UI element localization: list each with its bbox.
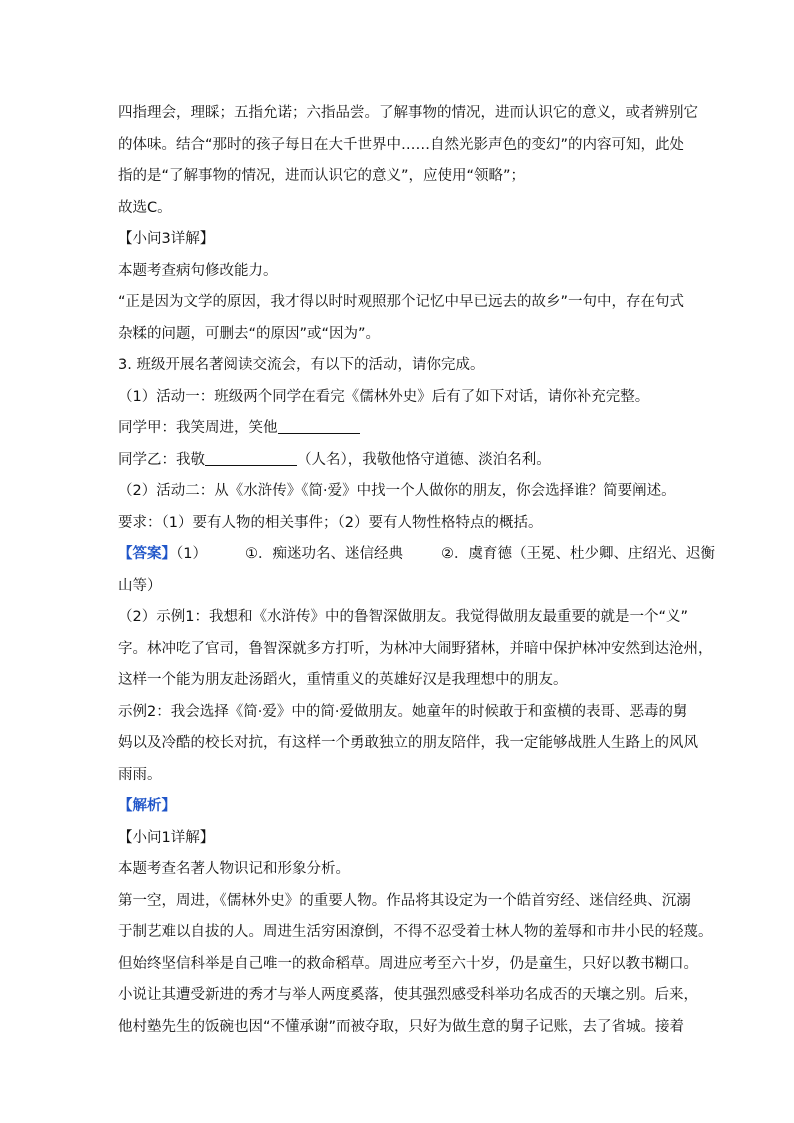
dialogue-line-a: [118, 413, 680, 445]
text-line: 要求：（1）要有人物的相关事件；（2）要有人物性格特点的概括。: [118, 514, 543, 531]
dialogue-text: （人名），我敬他恪守道德、淡泊名利。: [297, 451, 551, 468]
text-line: 这样一个能为朋友赴汤蹈火，重情重义的英雄好汉是我理想中的朋友。: [118, 672, 568, 688]
text-line: （2）示例1：我想和《水浒传》中的鲁智深做朋友。我觉得做朋友最重要的就是一个“义”: [118, 609, 688, 625]
dialogue-text: 同学甲：我笑周进，笑他: [118, 420, 278, 436]
answer-text: ①．痴迷功名、迷信经典: [244, 546, 403, 562]
text-line: （1）活动一：班级两个同学在看完《儒林外史》后有了如下对话，请你补充完整。: [118, 388, 650, 405]
text-line: 的体味。结合“那时的孩子每日在大千世界中……自然光影声色的变幻”的内容可知，此处: [118, 136, 685, 153]
analysis-tag: 【解析】: [118, 798, 176, 814]
question-title: 3. 班级开展名著阅读交流会，有以下的活动，请你完成。: [118, 357, 485, 373]
answer-tag: 【答案】: [118, 546, 176, 562]
text-line: 小说让其遭受新进的秀才与举人两度奚落，使其强烈感受科举功名成否的天壤之别。后来，: [118, 987, 698, 1003]
text-line: 第一空，周进，《儒林外史》的重要人物。作品将其设定为一个皓首穷经、迷信经典、沉溺: [118, 892, 691, 909]
text-line: 本题考查名著人物识记和形象分析。: [118, 861, 350, 877]
text-line: 他村塾先生的饭碗也因“不懂承谢”而被夺取，只好为做生意的舅子记账，去了省城。接着: [118, 1018, 685, 1035]
section-heading: 【小问1详解】: [118, 829, 215, 846]
text-line: 指的是“了解事物的情况，进而认识它的意义”，应使用“领略”；: [118, 168, 526, 184]
analysis-line: [118, 791, 680, 823]
text-line: 示例2：我会选择《简·爱》中的简·爱做朋友。她童年的时候敢于和蛮横的表哥、恶毒的舅: [118, 703, 688, 720]
text-line: （2）活动二：从《水浒传》《简·爱》中找一个人做你的朋友，你会选择谁？简要阐述。: [118, 483, 676, 499]
dialogue-line-b: [118, 445, 680, 477]
document-page: [118, 98, 715, 1043]
text-line: 杂糅的问题，可删去“的原因”或“因为”。: [118, 325, 381, 342]
text-line: “正是因为文学的原因，我才得以时时观照那个记忆中早已远去的故乡”一句中，存在句式: [118, 294, 685, 310]
text-line: 故选C。: [118, 199, 172, 216]
text-line: 本题考查病句修改能力。: [118, 262, 278, 279]
answer-blank: [205, 451, 297, 466]
answer-text: （1）: [176, 546, 207, 562]
answer-line: [118, 539, 715, 571]
section-heading: 【小问3详解】: [118, 231, 215, 247]
text-line: 四指理会，理睬；五指允诺；六指品尝。了解事物的情况，进而认识它的意义，或者辨别它: [118, 105, 698, 121]
text-line: 于制艺难以自拔的人。周进生活穷困潦倒，不得不忍受着士林人物的羞辱和市井小民的轻蔑。: [118, 924, 713, 940]
answer-blank: [278, 419, 360, 434]
answer-text: ②．虞育德（王冕、杜少卿、庄绍光、迟衡: [440, 546, 715, 562]
text-line: 雨雨。: [118, 766, 162, 783]
text-line: 字。林冲吃了官司，鲁智深就多方打听，为林冲大闹野猪林，并暗中保护林冲安然到达沧州，: [118, 640, 713, 657]
dialogue-text: 同学乙：我敬: [118, 451, 205, 468]
text-line: 山等）: [118, 577, 162, 594]
text-line: 但始终坚信科举是自己唯一的救命稻草。周进应考至六十岁，仍是童生，只好以教书糊口。: [118, 955, 698, 972]
text-line: 妈以及冷酷的校长对抗，有这样一个勇敢独立的朋友陪伴，我一定能够战胜人生路上的风风: [118, 735, 698, 751]
